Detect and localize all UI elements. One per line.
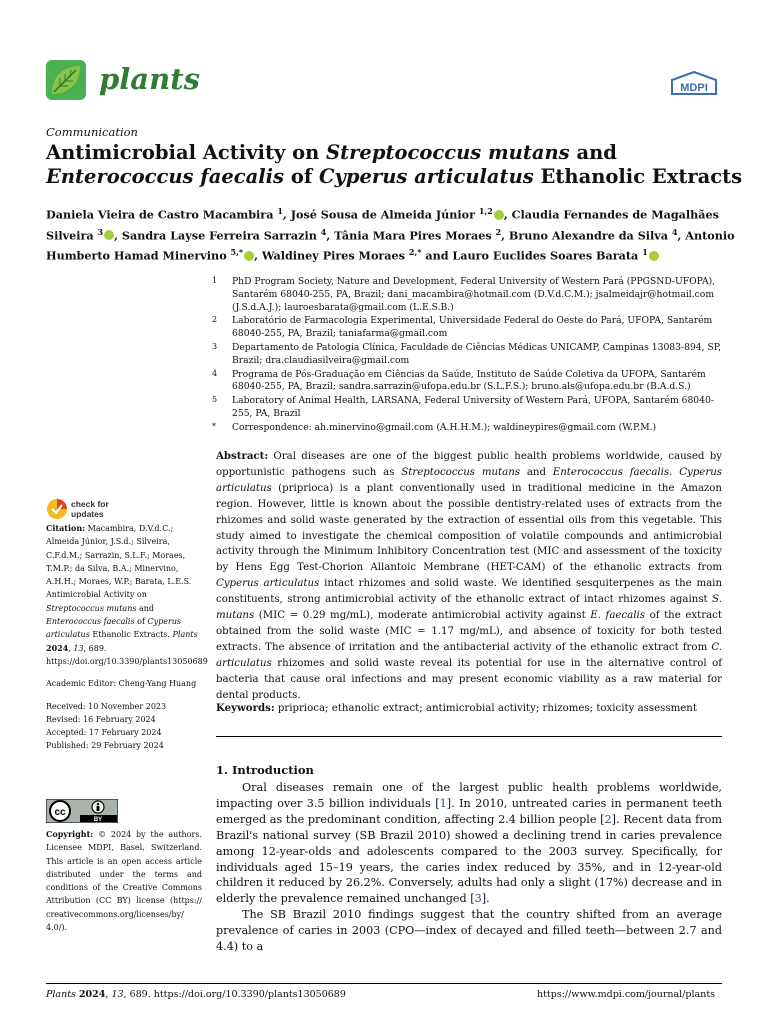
citation-link[interactable]: 2 [604, 812, 612, 826]
mdpi-logo-text: MDPI [680, 82, 708, 94]
published-date: Published: 29 February 2024 [46, 741, 164, 751]
sidebar [46, 522, 208, 753]
affiliation-item: 4 Programa de Pós-Graduação em Ciências da Saúde, Instituto de Saúde Coletiva da UFOPA, Santarém 68040-255, PA, Brazil; sandra.sarrazin@ufopa.edu.br (S.L.F.S.); bruno.als@ufopa.edu.br (B.A.d.S.) [212, 368, 706, 393]
orcid-icon[interactable] [244, 251, 254, 261]
footer-citation: Plants 2024, 13, 689. https://doi.org/10.3390/plants13050689 [46, 989, 346, 1000]
abstract: Abstract: Oral diseases are one of the biggest public health problems worldwide, caused by opportunistic pathogens such as Streptococcus mutans and Enterococcus faecalis. Cyperus articulatus (priprioca) is a plant conventionally used in traditional medicine in the Amazon region. However, little is known about the possible dentistry-related uses of extracts from the rhizomes and solid waste generated by the extraction of essential oils from this vegetable. This study aimed to investigate the chemical composition of volatile compounds and antimicrobial activity through the Minimum Inhibitory Concentration test (MIC and assessment of the toxicity by Hens Egg Test-Chorion Allantoic Membrane (HET-CAM) of the ethanolic extracts from Cyperus articulatus intact rhizomes and solid waste. We identified sesquiterpenes as the main constituents, strong antimicrobial activity of the ethanolic extract of intact rhizomes against S. mutans (MIC = 0.29 mg/mL), moderate antimicrobial activity against E. faecalis of the extract obtained from the solid waste (MIC = 1.17 mg/mL), and absence of toxicity for both tested extracts. The absence of irritation and the antibacterial activity of the ethanolic extract from C. articulatus rhizomes and solid waste reveal its potential for use in the alternative control of bacteria that cause oral infections and may present economic viability as a raw material for dental products. [216, 450, 722, 701]
check-for-updates-icon [46, 498, 68, 520]
copyright-notice: Copyright: © 2024 by the authors. Licensee MDPI, Basel, Switzerland. This article is an open access article distributed under the terms and conditions of the Creative Commons Attribution (CC BY) license (https:// creativecommons.org/licenses/by/ 4.0/). [46, 829, 202, 933]
affiliation-item: 3 Departamento de Patologia Clínica, Faculdade de Ciências Médicas UNICAMP, Campinas 13083-894, SP, Brazil; dra.claudiasilveira@gmail.com [212, 341, 722, 366]
affiliation-item: 2 Laboratório de Farmacologia Experimental, Universidade Federal do Oeste do Pará, UFOPA, Santarém 68040-255, PA, Brazil; taniafarma@gmail.com [212, 315, 713, 340]
footer-journal-url[interactable]: https://www.mdpi.com/journal/plants [537, 989, 716, 1000]
keywords: Keywords: priprioca; ethanolic extract; antimicrobial activity; rhizomes; toxicity assessment [216, 702, 697, 714]
divider [216, 736, 722, 737]
citation-link[interactable]: 3 [474, 892, 482, 906]
orcid-icon[interactable] [649, 251, 659, 261]
section-heading-introduction: 1. Introduction [216, 763, 314, 777]
orcid-icon[interactable] [104, 230, 114, 240]
history [46, 700, 202, 753]
accepted-date: Accepted: 17 February 2024 [46, 728, 162, 738]
correspondence: * Correspondence: ah.minervino@gmail.com (A.H.H.M.); waldineypires@gmail.com (W.P.M.) [212, 421, 657, 433]
cc-by-license-badge[interactable] [46, 799, 118, 823]
mdpi-logo[interactable] [668, 70, 720, 98]
cc-by-icon [46, 799, 118, 823]
article-type: Communication [46, 125, 138, 139]
check-for-updates-button[interactable] [46, 498, 156, 522]
footer-divider [46, 983, 722, 984]
citation: Citation: Macambira, D.V.d.C.; Almeida Júnior, J.S.d.; Silveira, C.F.d.M.; Sarrazin, S.L.F.; Moraes, T.M.P.; da Silva, B.A.; Minervino, A.H.H.; Moraes, W.P.; Barata, L.E.S. Antimicrobial Activity on Streptococcus mutans and Enterococcus faecalis of Cyperus articulatus Ethanolic Extracts. Plants 2024, 13, 689. https://doi.org/10.3390/plants13050689 [46, 523, 208, 666]
paragraph: The SB Brazil 2010 findings suggest that the country shifted from an average prevalence of caries in 2003 (CPO—index of decayed and filled teeth—between 2.7 and 4.4) to a [216, 908, 722, 954]
affiliation-item: 5 Laboratory of Animal Health, LARSANA, Federal University of Western Pará, UFOPA, Santarém 68040-255, PA, Brazil [212, 395, 714, 419]
plants-leaf-logo [46, 60, 86, 100]
academic-editor: Academic Editor: Cheng-Yang Huang [46, 679, 197, 689]
received-date: Received: 10 November 2023 [46, 701, 167, 711]
affiliations [212, 276, 722, 436]
orcid-icon[interactable] [494, 210, 504, 220]
check-for-updates-line2: updates [71, 509, 104, 519]
introduction-text [216, 780, 722, 955]
affiliation-item: 1 PhD Program Society, Nature and Development, Federal University of Western Pará (PPGSND-UFOPA), Santarém 68040-255, PA, Brazil; dani_macambira@hotmail.com (D.V.d.C.M.); jsalmeidajr@hotmail.com (J.S.d.A.J.); lauroesbarata@gmail.com (L.E.S.B.) [212, 276, 716, 313]
revised-date: Revised: 16 February 2024 [46, 714, 156, 724]
svg-text:cc: cc [54, 807, 66, 818]
check-for-updates-line1: check for [71, 499, 109, 509]
citation-link[interactable]: 1 [439, 796, 447, 810]
paragraph: Oral diseases remain one of the largest public health problems worldwide, impacting over 3.5 billion individuals [1]. In 2010, untreated caries in permanent teeth emerged as the predominant condition, affecting 2.4 billion people [2]. Recent data from Brazil's national survey (SB Brazil 2010) showed a declining trend in caries prevalence among 12-year-olds and adolescents compared to the 2003 survey. Specifically, for individuals aged 15–19 years, the caries index reduced by 35%, and in 12-year-old children it reduced by 26.2%. Conversely, adults had only a slight (17%) decrease and in elderly the prevalence remained unchanged [3]. [216, 781, 722, 906]
article-title: Antimicrobial Activity on Streptococcus mutans and Enterococcus faecalis of Cyperus articulatus Ethanolic Extracts [46, 141, 743, 188]
author-list: Daniela Vieira de Castro Macambira $^1$, José Sousa de Almeida Júnior $^{1,2}$ , Claudia Fernandes de Magalhães Silveira $^3$ , Sandra Layse Ferreira Sarrazin $^4$, Tânia Mara Pires Moraes $^2$, Bruno Alexandre da Silva $^4$, Antonio Humberto Hamad Minervino $^{5,*}$ , Waldiney Pires Moraes $^{2,*}$ and Lauro Euclides Soares Barata $^1$ [46, 206, 735, 264]
svg-text:BY: BY [93, 817, 103, 823]
journal-name: plants [99, 62, 200, 96]
